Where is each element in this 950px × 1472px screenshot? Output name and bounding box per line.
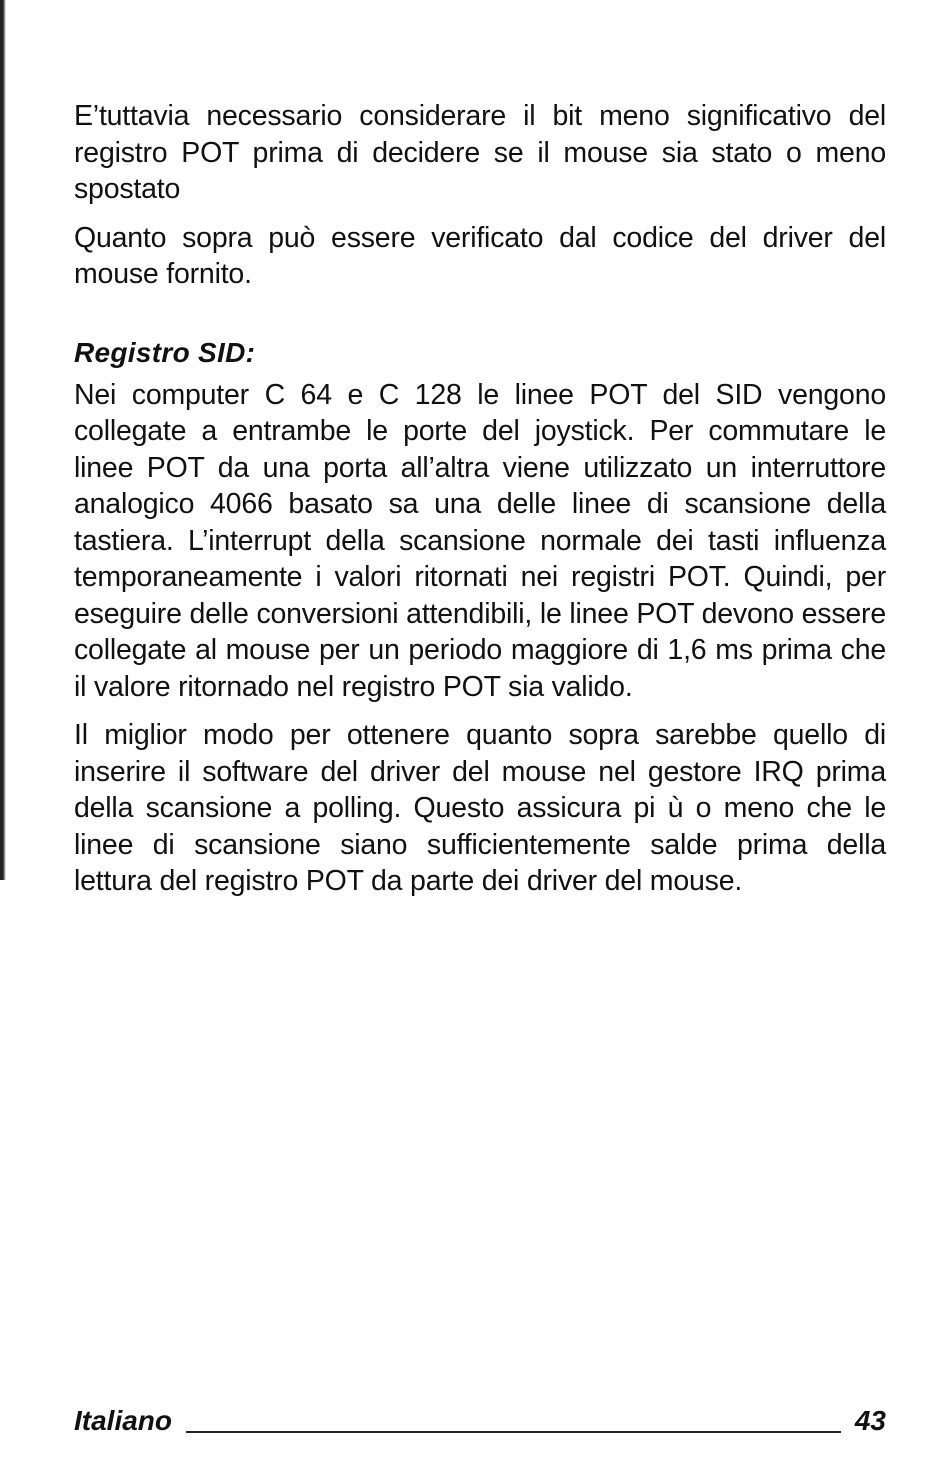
footer-rule [186,1431,841,1433]
section-heading-registro-sid: Registro SID: [74,336,256,368]
paragraph-irq-handler: Il miglior modo per ottenere quanto sopra sarebbe quello di inserire il software del driver del mouse nel gestore IRQ prima della scansione a polling. Questo assicura pi ù o meno che le linee di scansione siano sufficientemente salde prima della lettura del registro POT da parte dei driver del mouse. [74,719,886,897]
page-content [74,98,886,900]
page-binding-edge [0,0,6,880]
paragraph-pot-lsb: E’tuttavia necessario considerare il bit meno significativo del registro POT prima di decidere se il mouse sia stato o meno spostato [74,100,886,205]
paragraph-sid-pot-lines: Nei computer C 64 e C 128 le linee POT del SID vengono collegate a entrambe le porte del joystick. Per commutare le linee POT da una porta all’altra viene utilizzato un interruttore analogico 4066 basato sa una delle linee di scansione della tastiera. L’interrupt della scansione normale dei tasti influenza temporaneamente i valori ritornati nei registri POT. Quindi, per eseguire delle conversioni attendibili, le linee POT devono essere collegate al mouse per un periodo maggiore di 1,6 ms prima che il valore ritornado nel registro POT sia valido. [74,378,886,703]
paragraph-driver-verification: Quanto sopra può essere verificato dal codice del driver del mouse fornito. [74,221,886,290]
footer-language-label: Italiano [74,1405,173,1436]
page-footer [74,1398,886,1438]
page-number: 43 [854,1405,886,1436]
